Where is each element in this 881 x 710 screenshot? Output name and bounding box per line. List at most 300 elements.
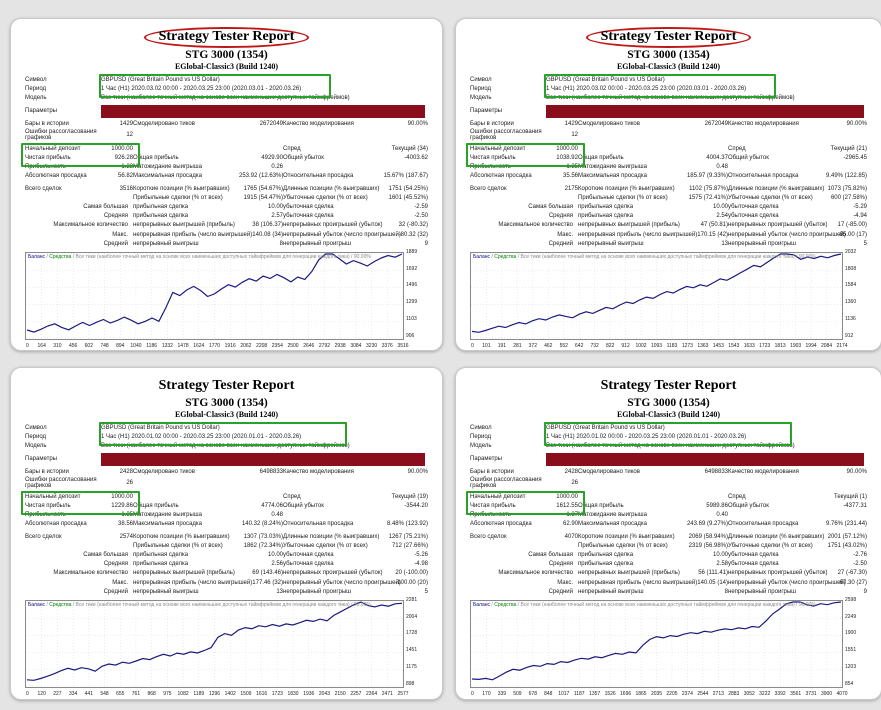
avg-profit-value: 2.58 <box>716 561 728 568</box>
x-axis-label: 1770 <box>208 342 221 349</box>
y-axis-label: 1203 <box>845 664 857 670</box>
table-row <box>470 533 867 542</box>
gross-loss-label: Общий убыток <box>283 155 324 162</box>
avg-profit-value: 2.54 <box>716 213 728 220</box>
cons-loss-label: непрерывный убыток (число проигрышей) <box>283 579 401 586</box>
cons-losses-label: непрерывных проигрышей (убыток) <box>728 222 828 229</box>
max-cons-label: Макс. <box>557 579 573 586</box>
spread-label: Спред <box>283 145 301 152</box>
x-axis-label: 761 <box>131 690 141 697</box>
quality-value: 90.00% <box>407 468 428 475</box>
x-axis-label: 1830 <box>287 690 299 697</box>
cons-profit-label: непрерывная прибыль (число выигрышей) <box>133 231 253 238</box>
loss-trades-value: 1751 (43.02%) <box>827 542 867 549</box>
x-axis-label: 0 <box>471 690 474 697</box>
profit-trades-label: Прибыльные сделки (% от всех) <box>578 194 668 201</box>
x-axis-label: 1183 <box>666 342 678 349</box>
parameters-redacted-bar <box>101 453 425 466</box>
cons-wins-label: непрерывных выигрышей (прибыль) <box>578 222 680 229</box>
loss-trades-value: 712 (27.66%) <box>391 542 428 549</box>
largest-loss-value: -2.59 <box>414 203 428 210</box>
table-row <box>25 154 428 163</box>
max-drawdown-value: 253.92 (12.63%) <box>239 173 284 180</box>
bars-value: 2428 <box>119 468 133 475</box>
report-title: Strategy Tester Report <box>600 378 737 393</box>
deposit-value: 1000.00 <box>556 145 578 152</box>
x-axis-label: 456 <box>68 342 78 349</box>
cons-profit-value: 170.15 (42) <box>697 231 728 238</box>
table-row <box>470 172 867 181</box>
equity-curve-svg <box>471 253 842 339</box>
symbol-value: GBPUSD (Great Britain Pound vs US Dollar) <box>546 77 665 84</box>
abs-drawdown-label: Абсолютная просадка <box>25 173 87 180</box>
deposit-block <box>470 145 867 163</box>
mismatch-value: 26 <box>126 479 133 486</box>
y-axis-label: 1175 <box>406 664 417 670</box>
deposit-label: Начальный депозит <box>470 145 526 152</box>
x-axis-label: 120 <box>37 690 46 697</box>
table-row <box>25 493 428 502</box>
abs-drawdown-value: 38.56 <box>117 521 133 528</box>
quality-value: 90.00% <box>846 468 867 475</box>
avg-profit-value: 2.57 <box>271 213 283 220</box>
table-row <box>470 212 867 221</box>
table-row <box>25 185 428 194</box>
x-axis-label: 2150 <box>334 690 346 697</box>
table-row <box>470 542 867 551</box>
x-axis-label: 1093 <box>650 342 663 349</box>
x-axis-label: 3900 <box>820 690 833 697</box>
y-axis-label: 2004 <box>406 613 418 620</box>
symbol-label: Символ <box>25 425 47 432</box>
long-positions-label: Длинные позиции (% выигравших) <box>728 533 825 540</box>
largest-profit-label: прибыльная сделка <box>578 551 634 558</box>
avg-profit-label: прибыльная сделка <box>133 213 189 220</box>
chart-caption-balance: Баланс <box>473 253 491 260</box>
table-row <box>470 145 867 154</box>
long-positions-label: Длинные позиции (% выигравших) <box>283 185 380 192</box>
avg-cons-losses-value: 5 <box>863 240 867 247</box>
x-axis-label: 2792 <box>318 342 331 349</box>
model-label: Модель <box>25 443 47 450</box>
deposit-block <box>25 493 428 511</box>
parameters-redacted-bar <box>101 105 425 118</box>
expert-name: STG 3000 (1354) <box>185 49 268 61</box>
x-axis-label: 339 <box>497 690 507 697</box>
x-axis-label: 4070 <box>836 690 848 697</box>
cons-losses-value: 27 (-67.30) <box>837 570 867 577</box>
payoff-label: Матожидание выигрыша <box>133 512 202 519</box>
x-axis-label: 848 <box>544 690 553 697</box>
y-axis-label: 1451 <box>406 647 418 654</box>
table-row <box>470 203 867 212</box>
ticks-value: 6498833 <box>259 468 283 475</box>
x-axis-label: 1624 <box>193 342 205 349</box>
total-trades-label: Всего сделок <box>25 185 62 192</box>
x-axis-label: 2938 <box>334 342 346 349</box>
avg-loss-value: -4.98 <box>414 561 428 568</box>
largest-profit-label: прибыльная сделка <box>578 203 634 210</box>
report-title-wrap <box>25 27 428 48</box>
chart-caption-separator: / <box>794 601 799 608</box>
total-trades-value: 2574 <box>119 533 133 540</box>
x-axis-label: 441 <box>84 690 93 697</box>
cons-losses-label: непрерывных проигрышей (убыток) <box>283 222 383 229</box>
x-axis-label: 1017 <box>558 690 570 697</box>
profit-factor-label: Прибыльность <box>25 164 66 171</box>
symbol-period-block <box>470 424 867 442</box>
quality-value: 90.00% <box>846 120 867 127</box>
quality-label: Качество моделирования <box>283 468 354 475</box>
chart-caption-separator: / <box>490 253 495 260</box>
x-axis-label: 1994 <box>805 342 817 349</box>
report-card-1 <box>10 18 443 351</box>
mismatch-value: 26 <box>571 479 578 486</box>
max-count-label: Максимальное количество <box>53 222 128 229</box>
profit-trades-value: 1862 (72.34%) <box>243 542 283 549</box>
mismatch-label: Ошибки рассогласования графиков <box>25 128 97 142</box>
symbol-value: GBPUSD (Great Britain Pound vs US Dollar) <box>546 425 665 432</box>
table-row <box>25 194 428 203</box>
table-row <box>470 129 867 142</box>
abs-drawdown-value: 56.82 <box>117 173 133 180</box>
largest-profit-value: 10.00 <box>712 203 728 210</box>
chart-caption-balance: Баланс <box>473 601 491 608</box>
chart-caption-separator: / <box>45 253 50 260</box>
y-axis-label: 2281 <box>406 596 418 603</box>
max-count-label: Максимальное количество <box>53 570 128 577</box>
x-axis-label: 101 <box>482 342 491 349</box>
table-row <box>25 163 428 172</box>
avg-loss-label: убыточная сделка <box>728 213 779 220</box>
table-row <box>470 578 867 587</box>
max-cons-label: Макс. <box>112 231 128 238</box>
period-value: 1 Час (H1) 2020.03.02 00:00 - 2020.03.25 23:00 (2020.03.01 - 2020.03.26) <box>546 86 747 93</box>
avg-loss-label: убыточная сделка <box>283 561 334 568</box>
chart-caption-quality: 90.00% <box>353 253 371 260</box>
cons-wins-value: 69 (143.46) <box>252 570 283 577</box>
parameters-value-cell <box>546 452 867 467</box>
x-axis-label: 1273 <box>681 342 693 349</box>
ticks-value: 2672049 <box>704 120 728 127</box>
avg-loss-label: убыточная сделка <box>728 561 779 568</box>
deposit-block <box>25 145 428 163</box>
table-row <box>25 533 428 542</box>
x-axis-label: 2084 <box>820 342 833 349</box>
cons-wins-value: 38 (106.37) <box>252 222 283 229</box>
max-drawdown-label: Максимальная просадка <box>133 521 202 528</box>
chart-caption-method: Все тики (наиболее точный метод на основе всех наименьших доступных таймфреймов для генерации каждого тика) <box>75 601 350 608</box>
x-axis-label: 2471 <box>381 690 393 697</box>
largest-profit-label: прибыльная сделка <box>133 203 189 210</box>
table-row <box>25 172 428 181</box>
gross-loss-label: Общий убыток <box>728 155 769 162</box>
deposit-label: Начальный депозит <box>470 493 526 500</box>
table-row <box>25 221 428 230</box>
x-axis-label: 1903 <box>790 342 802 349</box>
largest-loss-value: -5.26 <box>414 551 428 558</box>
cons-profit-label: непрерывная прибыль (число выигрышей) <box>578 231 698 238</box>
largest-profit-value: 10.00 <box>267 551 283 558</box>
x-axis-label: 1478 <box>177 342 189 349</box>
y-axis-label: 1900 <box>845 630 857 637</box>
balance-chart-plot <box>25 252 404 340</box>
balance-chart <box>470 248 867 349</box>
spread-value: Текущий (21) <box>830 145 867 152</box>
model-value: Все тики (наиболее точный метод на основе всех наименьших доступных таймфреймов) <box>101 95 350 102</box>
cons-losses-label: непрерывных проигрышей (убыток) <box>728 570 828 577</box>
short-positions-value: 1765 (54.67%) <box>243 185 283 192</box>
x-axis-label: 678 <box>528 690 537 697</box>
y-axis-label: 1360 <box>845 299 857 306</box>
mismatch-value: 12 <box>571 131 578 138</box>
spread-label: Спред <box>728 493 746 500</box>
table-row <box>25 230 428 239</box>
x-axis-label: 3052 <box>743 690 755 697</box>
x-axis-label: 552 <box>559 342 568 349</box>
largest-label: Самая большая <box>528 203 573 210</box>
period-label: Период <box>25 86 47 93</box>
report-table <box>470 424 867 597</box>
ticks-label: Смоделировано тиков <box>578 120 640 127</box>
table-row <box>470 569 867 578</box>
x-axis-label: 2374 <box>681 690 693 697</box>
bars-value: 1429 <box>119 120 133 127</box>
avg-cons-losses-value: 9 <box>424 240 428 247</box>
avg-cons-label: Средний <box>548 588 573 595</box>
chart-caption-quality: 90.00% <box>353 601 371 608</box>
y-axis-label: 898 <box>406 680 415 687</box>
cons-profit-value: 177.46 (32) <box>252 579 283 586</box>
x-axis-label: 1543 <box>728 342 740 349</box>
table-row <box>25 502 428 511</box>
deposit-value: 1000.00 <box>111 145 133 152</box>
x-axis-label: 2208 <box>256 342 268 349</box>
avg-profit-label: прибыльная сделка <box>133 561 189 568</box>
chart-caption-equity: Средства <box>494 601 517 608</box>
y-axis-label: 1808 <box>845 265 857 272</box>
balance-chart <box>470 596 867 697</box>
chart-caption-separator: / <box>516 253 521 260</box>
rel-drawdown-label: Относительная просадка <box>728 521 799 528</box>
x-axis-label: 1526 <box>604 690 616 697</box>
table-row <box>25 542 428 551</box>
rel-drawdown-label: Относительная просадка <box>283 173 354 180</box>
avg-loss-value: -2.50 <box>414 213 428 220</box>
cons-loss-label: непрерывный убыток (число проигрышей) <box>283 231 401 238</box>
table-row <box>470 502 867 511</box>
report-card-2 <box>455 18 881 351</box>
abs-drawdown-value: 35.56 <box>562 173 578 180</box>
max-drawdown-label: Максимальная просадка <box>133 173 202 180</box>
table-row <box>25 468 428 477</box>
gross-profit-label: Общая прибыль <box>578 503 624 510</box>
x-axis-label: 912 <box>621 342 630 349</box>
avg-cons-wins-value: 8 <box>724 588 728 595</box>
x-axis-label: 1040 <box>130 342 142 349</box>
bars-value: 2428 <box>564 468 578 475</box>
parameters-label: Параметры <box>25 108 57 115</box>
expert-name: STG 3000 (1354) <box>627 49 710 61</box>
max-drawdown-value: 140.32 (8.24%) <box>241 521 283 528</box>
chart-caption <box>473 254 840 260</box>
y-axis-label: 2032 <box>845 248 857 255</box>
deposit-value: 1000.00 <box>556 493 578 500</box>
table-row <box>470 588 867 597</box>
x-axis-label: 1813 <box>774 342 786 349</box>
profit-trades-value: 1575 (72.41%) <box>688 194 728 201</box>
max-cons-label: Макс. <box>112 579 128 586</box>
average-label: Средняя <box>548 213 573 220</box>
payoff-label: Матожидание выигрыша <box>578 164 647 171</box>
x-axis-label: 732 <box>590 342 599 349</box>
avg-loss-label: убыточная сделка <box>283 213 334 220</box>
cons-wins-label: непрерывных выигрышей (прибыль) <box>578 570 680 577</box>
profit-factor-value: 1.35 <box>121 512 133 519</box>
report-card-3 <box>10 367 443 700</box>
model-label: Модель <box>470 95 492 102</box>
table-row <box>470 493 867 502</box>
report-table <box>25 424 428 597</box>
deposit-block <box>470 493 867 511</box>
x-axis-label: 1723 <box>271 690 283 697</box>
x-axis-label: 2577 <box>397 690 409 697</box>
table-row <box>25 477 428 490</box>
max-drawdown-label: Максимальная просадка <box>578 173 647 180</box>
rel-drawdown-value: 15.67% (187.67) <box>383 173 428 180</box>
table-row <box>470 221 867 230</box>
chart-caption-separator: / <box>516 601 521 608</box>
table-row <box>25 551 428 560</box>
period-label: Период <box>470 86 492 93</box>
largest-loss-label: убыточная сделка <box>728 551 779 558</box>
table-row <box>470 154 867 163</box>
avg-profit-label: прибыльная сделка <box>578 561 634 568</box>
parameters-value-cell <box>101 452 428 467</box>
net-profit-label: Чистая прибыль <box>470 155 516 162</box>
avg-loss-value: -2.50 <box>853 561 867 568</box>
long-positions-label: Длинные позиции (% выигравших) <box>283 533 380 540</box>
short-positions-value: 1307 (73.03%) <box>243 533 283 540</box>
quality-label: Качество моделирования <box>728 120 799 127</box>
x-axis-label: 1186 <box>146 342 158 349</box>
chart-caption-separator: / <box>349 601 354 608</box>
x-axis-label: 170 <box>482 690 491 697</box>
table-row <box>470 230 867 239</box>
table-row <box>25 120 428 129</box>
table-row <box>25 560 428 569</box>
avg-cons-losses-label: непрерывный проигрыш <box>728 588 796 595</box>
x-axis-label: 0 <box>471 342 474 349</box>
x-axis-label: 1633 <box>743 342 755 349</box>
max-drawdown-value: 243.69 (9.27%) <box>686 521 728 528</box>
profit-factor-label: Прибыльность <box>470 164 511 171</box>
total-trades-label: Всего сделок <box>470 185 507 192</box>
x-axis-label: 1723 <box>759 342 771 349</box>
largest-loss-value: -2.76 <box>853 551 867 558</box>
terminal-build: EGlobal-Classic3 (Build 1240) <box>174 62 279 71</box>
gross-loss-value: -4377.31 <box>843 503 867 510</box>
gross-loss-value: -4003.62 <box>404 155 428 162</box>
x-axis-label: 1696 <box>620 690 632 697</box>
symbol-value: GBPUSD (Great Britain Pound vs US Dollar) <box>101 77 220 84</box>
chart-caption-separator: / <box>490 601 495 608</box>
x-axis-label: 372 <box>528 342 537 349</box>
avg-cons-losses-value: 9 <box>863 588 867 595</box>
symbol-period-block <box>470 76 867 94</box>
report-title-wrap <box>470 27 867 48</box>
average-label: Средняя <box>103 561 128 568</box>
x-axis-label: 868 <box>147 690 156 697</box>
total-trades-value: 2175 <box>564 185 578 192</box>
equity-curve-svg <box>26 253 403 339</box>
payoff-value: 0.48 <box>271 512 283 519</box>
table-row <box>25 212 428 221</box>
parameters-redacted-bar <box>546 453 864 466</box>
gross-loss-value: -2965.45 <box>843 155 867 162</box>
profit-trades-label: Прибыльные сделки (% от всех) <box>133 542 223 549</box>
table-row <box>470 163 867 172</box>
avg-cons-wins-label: непрерывный выигрыш <box>133 240 199 247</box>
profit-trades-label: Прибыльные сделки (% от всех) <box>133 194 223 201</box>
x-axis-label: 642 <box>575 342 584 349</box>
ticks-label: Смоделировано тиков <box>578 468 640 475</box>
quality-label: Качество моделирования <box>728 468 799 475</box>
profit-trades-label: Прибыльные сделки (% от всех) <box>578 542 668 549</box>
loss-trades-value: 600 (27.58%) <box>830 194 867 201</box>
table-row <box>470 468 867 477</box>
short-positions-label: Короткие позиции (% выигравших) <box>133 533 230 540</box>
table-row <box>470 185 867 194</box>
y-axis-label: 912 <box>845 332 854 339</box>
mismatch-value: 12 <box>126 131 133 138</box>
x-axis-label: 3230 <box>366 342 378 349</box>
mismatch-label: Ошибки рассогласования графиков <box>25 476 97 490</box>
x-axis-label: 3731 <box>805 690 817 697</box>
x-axis-label: 894 <box>116 342 125 349</box>
report-title: Strategy Tester Report <box>158 378 295 393</box>
cons-wins-value: 56 (111.41) <box>698 570 728 577</box>
table-row <box>470 442 867 451</box>
table-row <box>25 452 428 468</box>
table-row <box>470 94 867 103</box>
balance-chart-plot <box>470 600 843 688</box>
avg-cons-wins-value: 13 <box>276 588 283 595</box>
max-cons-label: Макс. <box>557 231 573 238</box>
period-label: Период <box>25 434 47 441</box>
terminal-build: EGlobal-Classic3 (Build 1240) <box>616 62 721 71</box>
x-axis-label: 2035 <box>650 690 663 697</box>
report-title: Strategy Tester Report <box>144 27 310 48</box>
long-positions-value: 2001 (57.12%) <box>827 533 867 540</box>
report-title: Strategy Tester Report <box>586 27 752 48</box>
x-axis-label: 1002 <box>635 342 647 349</box>
abs-drawdown-value: 62.90 <box>562 521 578 528</box>
avg-cons-label: Средний <box>548 240 573 247</box>
x-axis-label: 2500 <box>287 342 299 349</box>
long-positions-value: 1267 (75.21%) <box>388 533 428 540</box>
cons-loss-value: -67.30 (27) <box>837 579 867 586</box>
gross-profit-label: Общая прибыль <box>133 503 179 510</box>
avg-cons-wins-label: непрерывный выигрыш <box>133 588 199 595</box>
table-row <box>470 520 867 529</box>
balance-chart-plot <box>25 600 404 688</box>
y-axis-label: 2249 <box>845 613 857 620</box>
table-row <box>25 578 428 587</box>
x-axis-label: 1189 <box>193 690 205 697</box>
short-positions-label: Короткие позиции (% выигравших) <box>578 533 675 540</box>
largest-label: Самая большая <box>83 203 128 210</box>
